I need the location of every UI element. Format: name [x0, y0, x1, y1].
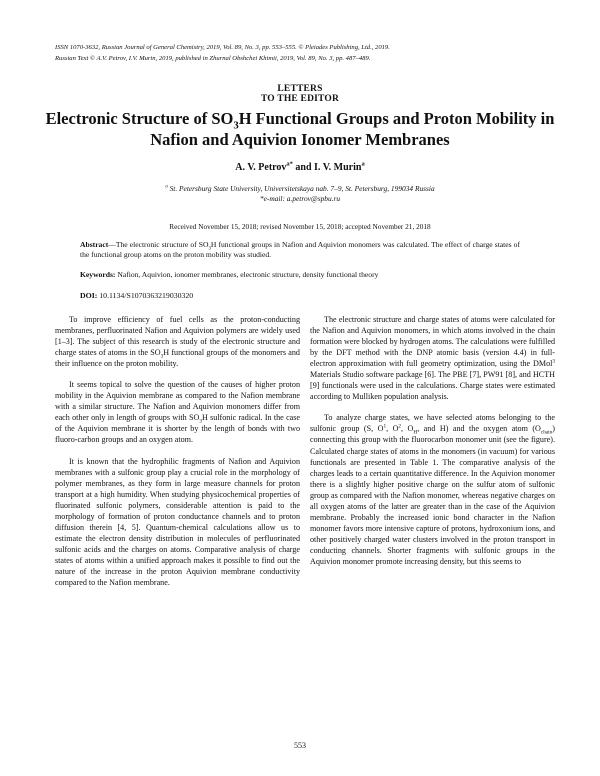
abstract: Abstract—The electronic structure of $SO_3H$ functional groups in Nafion and Aquivion monomers was calculated. The effect of charge states of the functional group atoms on the proton mobility was studied. [80, 240, 520, 260]
section-label-line2: TO THE EDITOR [260, 94, 340, 104]
journal-header-line2: Russian Text © A.V. Petrov, I.V. Murin, 2019, published in Zhurnal Obshchei Khimii, 2019, Vol. 89, No. 3, pp. 487–489. [55, 55, 371, 62]
paragraph: It is known that the hydrophilic fragments of Nafion and Aquivion membranes with a sulfonic group play a crucial role in the morphology of polymer membranes, as they form in large measure channels for proton transport at a high humidity. When studying physicochemical properties of fluorinated sulfonic polymers, considerable attention is paid to the morphology of formation of proton conductance channels and to proton diffusion therein [4, 5]. Quantum-chemical calculations allow us to estimate the electron density distribution in molecules of perfluorinated sulfonic acids and the charges on atoms. Comparative analysis of charge states of atoms within a unified approach makes it possible to find out the nature of the increase in the proton Aquivion membrane conductivity compared to the Nafion membrane. [55, 456, 300, 588]
section-label-line1: LETTERS [277, 84, 323, 94]
paragraph: To improve efficiency of fuel cells as the proton-conducting membranes, perfluorinated Nafion and Aquivion polymers are widely used [1–3]. The subject of this research is study of the electronic structure and charge states of atoms in the $SO_3H$ functional groups of the monomers and their influence on the proton mobility. [55, 315, 300, 369]
keywords: Keywords: Nafion, Aquivion, ionomer membranes, electronic structure, density functional theory [80, 270, 379, 279]
author-1: A. V. Petrov [235, 162, 287, 173]
author-email: *e-mail: a.petrov@spbu.ru [259, 194, 341, 203]
right-column [310, 314, 555, 577]
paragraph: To analyze charge states, we have selected atoms belonging to the sulfonic group (S, $O^1$, $O^2$, $O_H$, and H) and the oxygen atom $(O_{chain})$ connecting this group with the fluorocarbon monomer unit (see the figure). Calculated charge states of atoms in the monomers (in vacuum) for various functionals are presented in Table 1. The comparative analysis of the charges leads to a certain quantitative difference. In the Aquivion monomer there is a slightly higher positive charge on the sulfur atom of sulfonic group as compared with the Nafion monomer, whereas negative charges on all oxygen atoms of the latter are greater than in the case of the Aquivion membrane. Probably the increased ionic bond character in the Nafion monomer favors more intensive capture of protons, hydroxonium ions, and other positively charged water clusters involved in the proton transport in conducting channels. Shorter fragments with sulfonic groups in the Aquivion monomer promote increasing density, but this seems to [310, 413, 555, 566]
authors: A. V. Petrov$^{a*}$ and I. V. Murin$^a$ [235, 160, 365, 173]
article-title: Electronic Structure of $SO_3H$ Functional Groups and Proton Mobility in Nafion and Aquivion Ionomer Membranes [45, 109, 555, 149]
paragraph: The electronic structure and charge states of atoms were calculated for the Nafion and Aquivion monomers, in which atoms involved in the chain formation were blocked by hydrogen atoms. The calculations were fulfilled by the DFT method with the DNP atomic basis (version 4.4) in full-electron approximation with full geometry optimization, using the DMol$^3$ Materials Studio software package [6]. The PBE [7], PW91 [8], and HCTH [9] functionals were used in the calculations. Charge states were estimated according to Mulliken population analysis. [310, 315, 555, 402]
author-2: I. V. Murin [314, 162, 362, 173]
received-dates: Received November 15, 2018; revised November 15, 2018; accepted November 21, 2018 [169, 222, 431, 231]
section-label [0, 84, 600, 104]
abstract-label: Abstract [80, 240, 109, 249]
journal-header-line1: ISSN 1070-3632, Russian Journal of General Chemistry, 2019, Vol. 89, No. 3, pp. 553–555. © Pleiades Publishing, Ltd., 2019. [55, 44, 390, 51]
paragraph: It seems topical to solve the question of the causes of higher proton mobility in the Aquivion membrane as compared to the Nafion membrane with a similar structure. The Nafion and Aquivion monomers differ from each other only in length of groups with $SO_3H$ sulfonic radical. In the case of the Aquivion membrane it is shorter by the length of bonds with two fluoro-carbon groups and an oxygen atom. [55, 380, 300, 445]
doi: DOI: 10.1134/S1070363219030320 [80, 291, 194, 300]
page-number: 553 [294, 741, 306, 750]
affiliation: $^a$ St. Petersburg State University, Universitetskaya nab. 7–9, St. Petersburg, 199034 Russia *e-mail: a.petrov@spbu.ru [0, 184, 600, 204]
left-column [55, 314, 300, 598]
